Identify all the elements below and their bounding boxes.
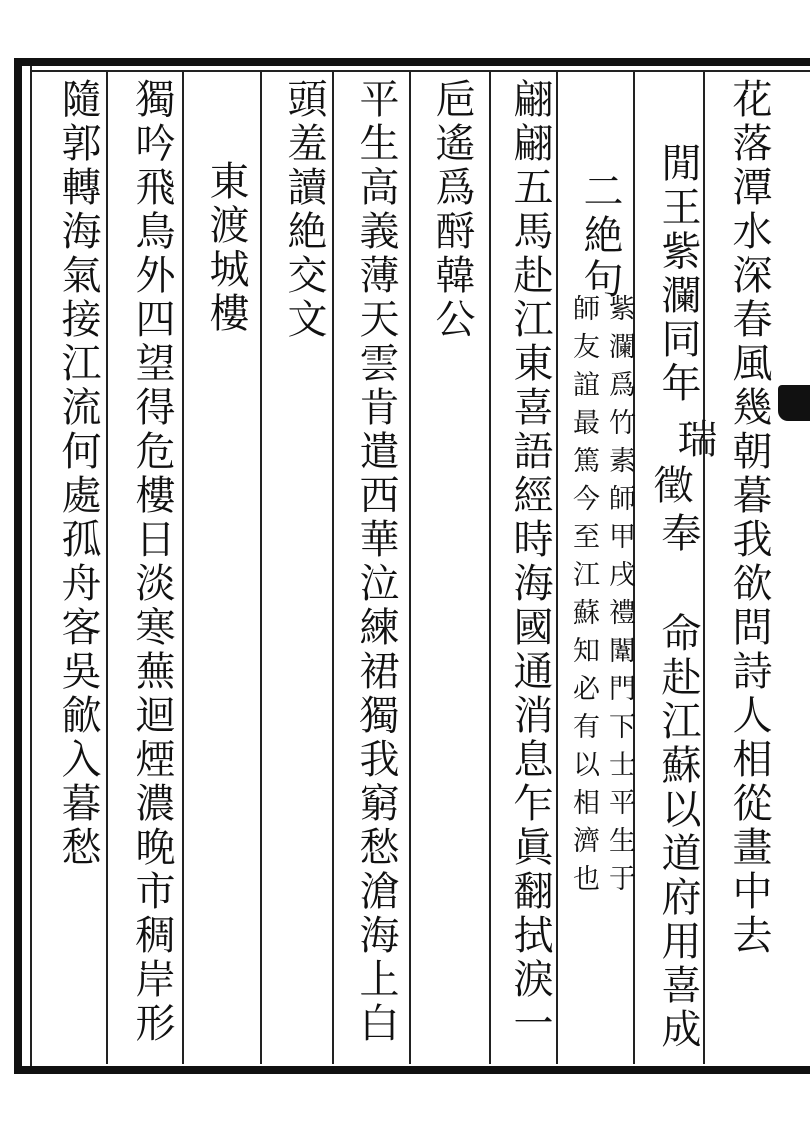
frame-top-border [14, 58, 810, 66]
column-rule [489, 72, 491, 1064]
poem-line: 翩翩五馬赴江東喜語經時海國通消息乍眞翻拭淚一 [507, 78, 553, 1046]
poem-line: 獨吟飛鳥外四望得危樓日淡寒蕪迴煙濃晚市稠岸形 [129, 78, 175, 1046]
column-rule [260, 72, 262, 1064]
poem-title-line: 命赴江蘇以道府用喜成 [655, 612, 701, 1052]
poem-title: 東渡城樓 [203, 160, 249, 336]
poem-line: 花落潭水深春風幾朝暮我欲問詩人相從畫中去 [726, 78, 772, 958]
annotation-line: 師友誼最篤今至江蘇知必有以相濟也 [568, 294, 599, 902]
ink-blot [778, 385, 810, 421]
frame-bottom-border [14, 1066, 810, 1074]
poem-line: 隨郭轉海氣接江流何處孤舟客吳歈入暮愁 [55, 78, 101, 870]
annotation-line: 紫瀾爲竹素師甲戌禮闈門下士平生于 [604, 294, 635, 902]
title-character: 奉 [655, 512, 701, 556]
frame-left-border [14, 58, 22, 1074]
poem-title-line: 閒王紫瀾同年 [655, 142, 701, 406]
name-character: 瑞 [671, 418, 717, 462]
frame-inner-top-border [30, 70, 810, 72]
poem-title-line: 二絶句 [577, 170, 623, 302]
poem-line: 巵遙爲酹韓公 [429, 78, 475, 342]
poem-line: 頭羞讀絶交文 [281, 78, 327, 342]
column-rule [409, 72, 411, 1064]
poem-line: 平生高義薄天雲肯遣西華泣練裙獨我窮愁滄海上白 [353, 78, 399, 1046]
name-character: 徵 [647, 464, 693, 508]
column-rule [182, 72, 184, 1064]
frame-inner-left-border [30, 66, 32, 1066]
